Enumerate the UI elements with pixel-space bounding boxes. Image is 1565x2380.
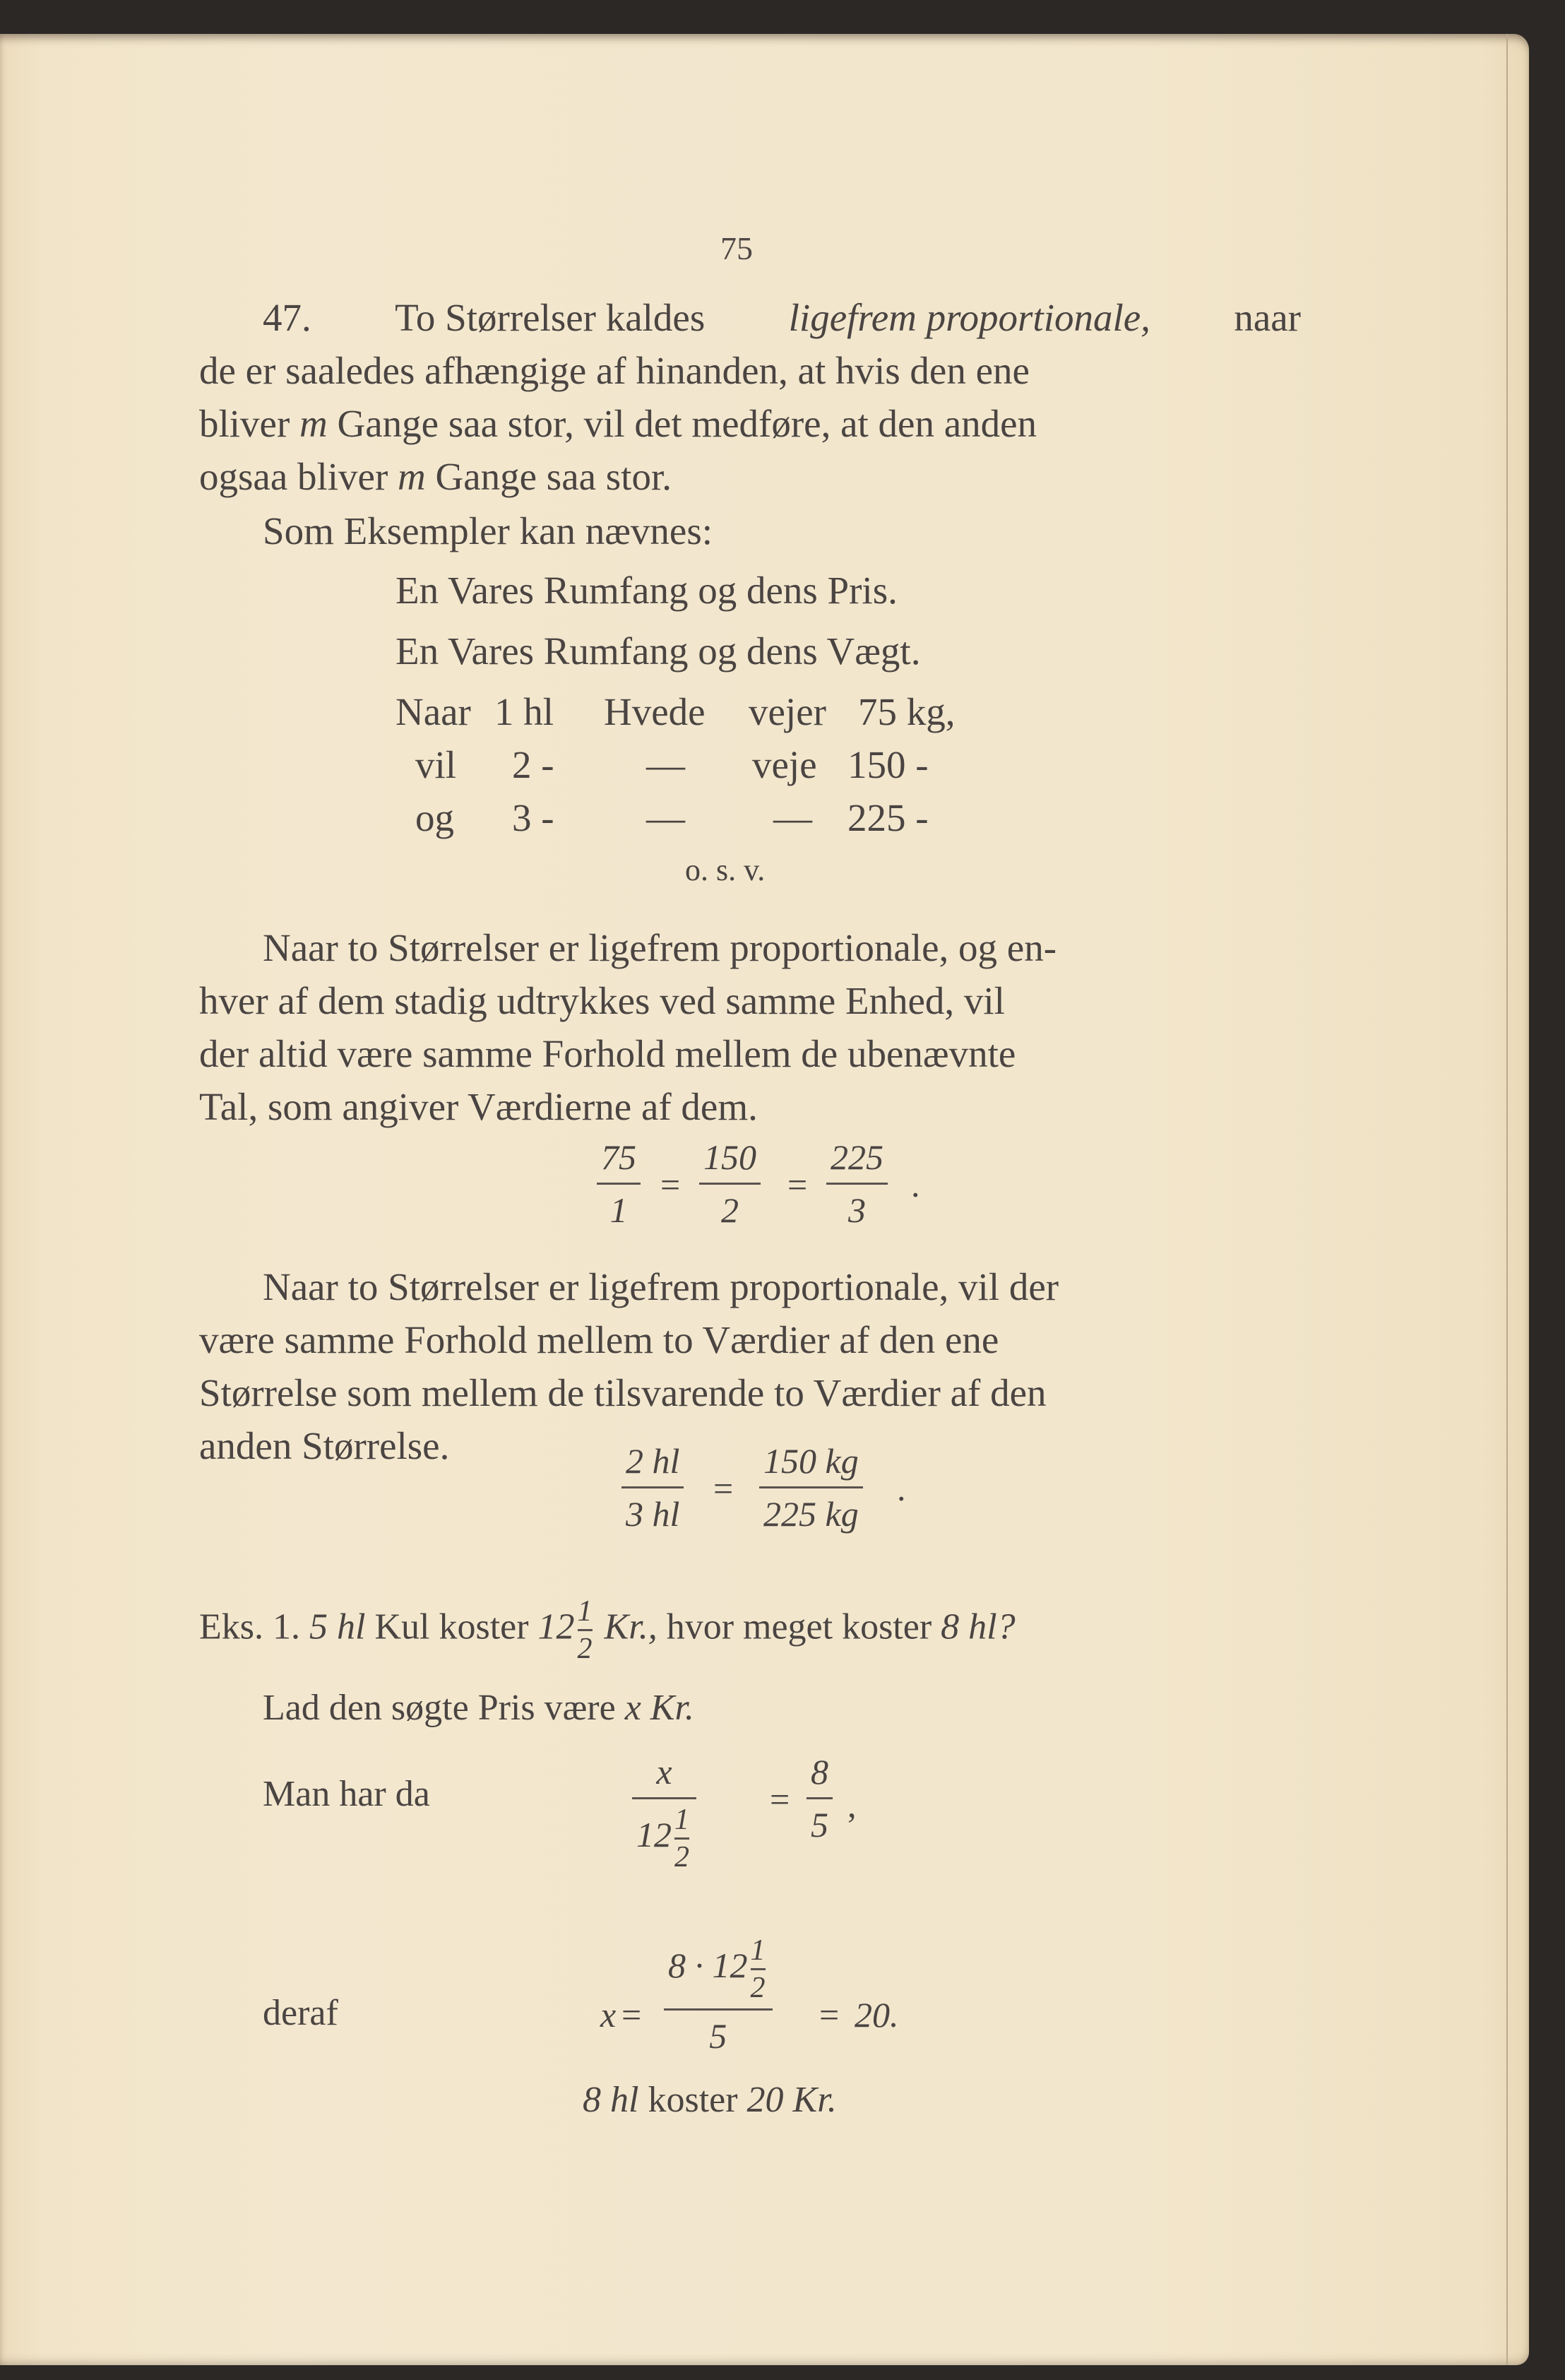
para2-line-3: der altid være samme Forhold mellem de ubenævnte — [199, 1032, 1016, 1075]
numerator: 8 — [811, 1752, 828, 1792]
table-row-2-c3: — — [646, 743, 685, 786]
numerator: 1 — [577, 1595, 593, 1628]
denominator: 2 — [674, 1841, 689, 1873]
table-row-1-c3: Hvede — [604, 690, 706, 733]
section-number: 47. — [263, 296, 311, 339]
fraction-8-over-5 — [807, 1751, 833, 1846]
numerator: 150 — [703, 1137, 756, 1177]
table-row-1-c4: vejer — [749, 690, 826, 733]
table-row-3-c2: 3 - — [512, 796, 554, 839]
intro-line-1-end: naar — [1234, 296, 1301, 339]
answer-quantity: 8 hl — [583, 2080, 639, 2120]
fraction-bar — [674, 1837, 689, 1840]
term-ligefrem-proportionale: ligefrem proportionale, — [788, 296, 1150, 339]
numerator: 225 — [831, 1137, 883, 1177]
line4-rest: Gange saa stor. — [435, 455, 672, 498]
fraction-bar — [751, 1968, 766, 1970]
fraction-half — [674, 1804, 689, 1873]
table-row-2-c5: 150 - — [847, 743, 929, 786]
deraf: deraf — [263, 1993, 338, 2033]
result-20: 20. — [855, 1995, 899, 2035]
num-prefix: 8 · 12 — [668, 1945, 748, 1985]
fraction-bar — [807, 1797, 833, 1799]
let-variable: x Kr. — [624, 1688, 694, 1728]
denominator: 3 — [848, 1190, 866, 1230]
table-row-3-c3: — — [646, 796, 685, 839]
example-label: Eks. 1. — [199, 1606, 300, 1647]
intro-prefix: To Størrelser kaldes — [395, 296, 706, 339]
answer — [583, 2079, 837, 2121]
quantity-5hl: 5 hl — [309, 1606, 366, 1647]
fraction-bar — [597, 1183, 641, 1185]
example-1: En Vares Rumfang og dens Pris. — [395, 569, 898, 612]
para3-line-2: være samme Forhold mellem to Værdier af den ene — [199, 1318, 999, 1361]
fraction-150-2 — [699, 1136, 761, 1231]
var-m: m — [398, 455, 426, 498]
denominator: 5 — [811, 1805, 828, 1845]
fraction-225-3 — [826, 1136, 888, 1231]
section-47-line-3 — [199, 401, 1301, 446]
table-row-2-c4: veje — [752, 743, 817, 786]
var-m: m — [299, 402, 328, 445]
para2-line-2: hver af dem stadig udtrykkes ved samme Enhed, vil — [199, 979, 1005, 1022]
equals-sign: = — [819, 1995, 840, 2035]
line4-prefix: ogsaa bliver — [199, 455, 388, 498]
para3-line-3: Størrelse som mellem de tilsvarende to Værdier af den — [199, 1371, 1047, 1414]
numerator: x — [656, 1752, 672, 1792]
table-row-1-c1: Naar — [395, 690, 471, 733]
line3-prefix: bliver — [199, 402, 290, 445]
page-number: 75 — [720, 230, 753, 266]
quantity-8hl: 8 hl? — [941, 1606, 1016, 1647]
period: . — [897, 1469, 906, 1508]
equals-sign: = — [787, 1165, 808, 1204]
section-47-line-2: de er saaledes afhængige af hinanden, at hvis den ene — [199, 349, 1030, 392]
para2-line-4: Tal, som angiver Værdierne af dem. — [199, 1085, 758, 1128]
osv: o. s. v. — [685, 853, 766, 887]
equals-sign: = — [713, 1469, 734, 1508]
table-row-1-c5: 75 kg, — [858, 690, 956, 733]
section-47-line-4 — [199, 454, 1301, 499]
period: . — [911, 1165, 920, 1204]
fraction-bar — [699, 1183, 761, 1185]
equals-sign: = — [770, 1780, 790, 1819]
para3-line-4: anden Størrelse. — [199, 1424, 450, 1467]
denominator: 1 — [609, 1190, 628, 1230]
para3-line-1: Naar to Størrelser er ligefrem proportionale, vil der — [263, 1265, 1059, 1308]
fraction-bar — [632, 1797, 696, 1799]
page-edge — [1506, 34, 1508, 2365]
fraction-bar — [759, 1486, 863, 1488]
numerator: 1 — [674, 1804, 689, 1836]
fraction-8x12half-over-5 — [664, 1934, 773, 2057]
numerator: 1 — [750, 1934, 766, 1967]
denominator: 2 — [750, 1972, 766, 2004]
table-row-3-c4: — — [773, 796, 812, 839]
comma: , — [847, 1785, 857, 1825]
denominator: 225 kg — [763, 1494, 859, 1534]
section-47-line-1 — [263, 295, 1301, 340]
denominator: 2 — [577, 1633, 593, 1665]
den-whole: 12 — [636, 1814, 672, 1854]
fraction-bar — [664, 2008, 773, 2011]
denominator: 3 hl — [626, 1494, 680, 1534]
table-row-3-c5: 225 - — [847, 796, 929, 839]
answer-text: koster — [648, 2080, 738, 2120]
x-variable: x — [600, 1995, 617, 2035]
question-text-2: hvor meget koster — [666, 1606, 932, 1647]
example-1-question — [199, 1595, 1016, 1665]
fraction-75-1 — [597, 1136, 641, 1231]
let-statement — [263, 1687, 694, 1729]
fraction-150kg-225kg — [759, 1440, 863, 1535]
question-text-1: Kul koster — [374, 1606, 529, 1647]
denominator: 5 — [709, 2016, 727, 2056]
fraction-bar — [578, 1629, 593, 1631]
fraction-half — [578, 1595, 593, 1665]
let-text: Lad den søgte Pris være — [263, 1688, 616, 1728]
equals-sign: = — [621, 1995, 642, 2035]
numerator: 2 hl — [626, 1441, 680, 1481]
book-page — [0, 34, 1529, 2365]
fraction-2hl-3hl — [621, 1440, 684, 1535]
price-whole: 12 — [537, 1606, 575, 1647]
table-row-2-c2: 2 - — [512, 743, 554, 786]
para2-line-1: Naar to Størrelser er ligefrem proportionale, og en- — [263, 926, 1057, 969]
line3-rest: Gange saa stor, vil det medføre, at den anden — [337, 402, 1037, 445]
answer-amount: 20 Kr. — [746, 2080, 837, 2120]
denominator — [632, 1804, 696, 1873]
numerator: 150 kg — [763, 1441, 859, 1481]
example-2: En Vares Rumfang og dens Vægt. — [395, 629, 921, 673]
fraction-half — [751, 1934, 766, 2004]
equals-sign: = — [660, 1165, 681, 1204]
table-row-1-c2: 1 hl — [494, 690, 554, 733]
unit-kr: Kr., — [604, 1606, 657, 1647]
fraction-bar — [826, 1183, 888, 1185]
man-har-da: Man har da — [263, 1774, 430, 1814]
fraction-x-over-12half — [632, 1751, 696, 1873]
denominator: 2 — [721, 1190, 739, 1230]
numerator — [664, 1934, 773, 2004]
table-row-2-c1: vil — [415, 743, 457, 786]
numerator: 75 — [601, 1137, 636, 1177]
examples-intro: Som Eksempler kan nævnes: — [263, 509, 713, 552]
table-row-3-c1: og — [415, 796, 454, 839]
fraction-bar — [621, 1486, 684, 1488]
